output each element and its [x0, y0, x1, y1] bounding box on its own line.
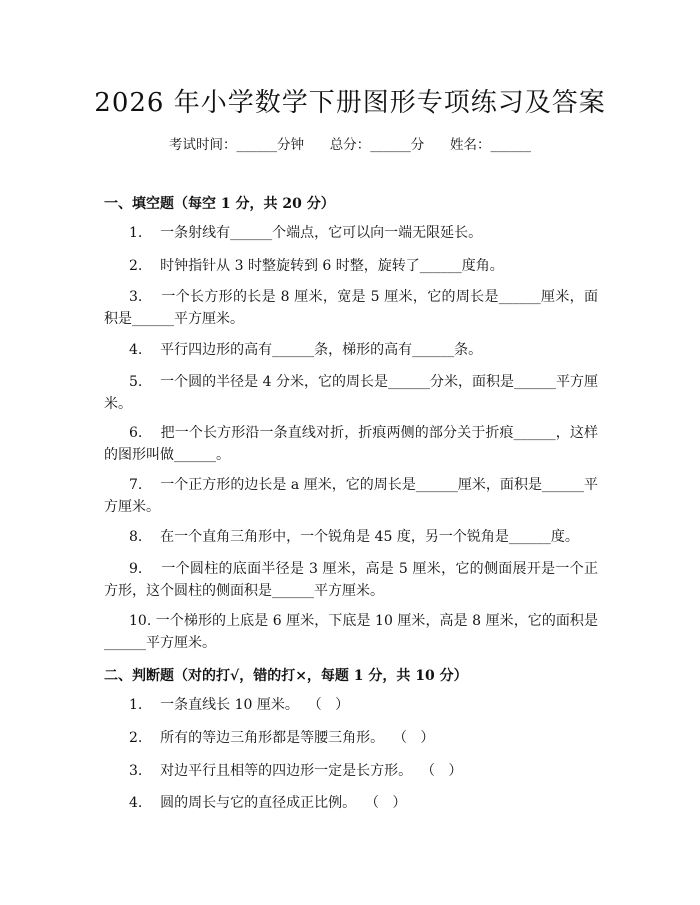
question-4: 4. 平行四边形的高有______条，梯形的高有______条。: [129, 342, 483, 358]
question-5: 5. 一个圆的半径是 4 分米，它的周长是______分米，面积是______平方厘米。: [104, 374, 598, 412]
section-true-false-heading: 二、判断题（对的打√，错的打×，每题 1 分，共 10 分）: [104, 668, 468, 684]
judge-question-4: 4. 圆的周长与它的直径成正比例。 （ ）: [129, 795, 407, 811]
question-3: 3. 一个长方形的长是 8 厘米，宽是 5 厘米，它的周长是______厘米，面积是______平方厘米。: [104, 289, 598, 327]
judge-question-3: 3. 对边平行且相等的四边形一定是长方形。 （ ）: [129, 763, 463, 779]
question-9: 9. 一个圆柱的底面半径是 3 厘米，高是 5 厘米，它的侧面展开是一个正方形，这个圆柱的侧面积是______平方厘米。: [104, 561, 598, 599]
judge-question-2: 2. 所有的等边三角形都是等腰三角形。 （ ）: [129, 730, 435, 746]
exam-meta-line: 考试时间：______分钟 总分：______分 姓名：______: [169, 137, 531, 153]
section-fill-blank-heading: 一、填空题（每空 1 分，共 20 分）: [104, 196, 335, 212]
question-1: 1. 一条射线有______个端点，它可以向一端无限延长。: [129, 225, 483, 241]
question-6: 6. 把一个长方形沿一条直线对折，折痕两侧的部分关于折痕______，这样的图形叫做______。: [104, 425, 598, 463]
question-8: 8. 在一个直角三角形中，一个锐角是 45 度，另一个锐角是______度。: [129, 529, 579, 545]
question-10: 10. 一个梯形的上底是 6 厘米，下底是 10 厘米，高是 8 厘米，它的面积是______平方厘米。: [104, 613, 598, 651]
question-2: 2. 时钟指针从 3 时整旋转到 6 时整，旋转了______度角。: [129, 258, 504, 274]
judge-question-1: 1. 一条直线长 10 厘米。 （ ）: [129, 697, 350, 713]
page-title: 2026 年小学数学下册图形专项练习及答案: [94, 88, 606, 118]
question-7: 7. 一个正方形的边长是 a 厘米，它的周长是______厘米，面积是______平方厘米。: [104, 477, 598, 515]
